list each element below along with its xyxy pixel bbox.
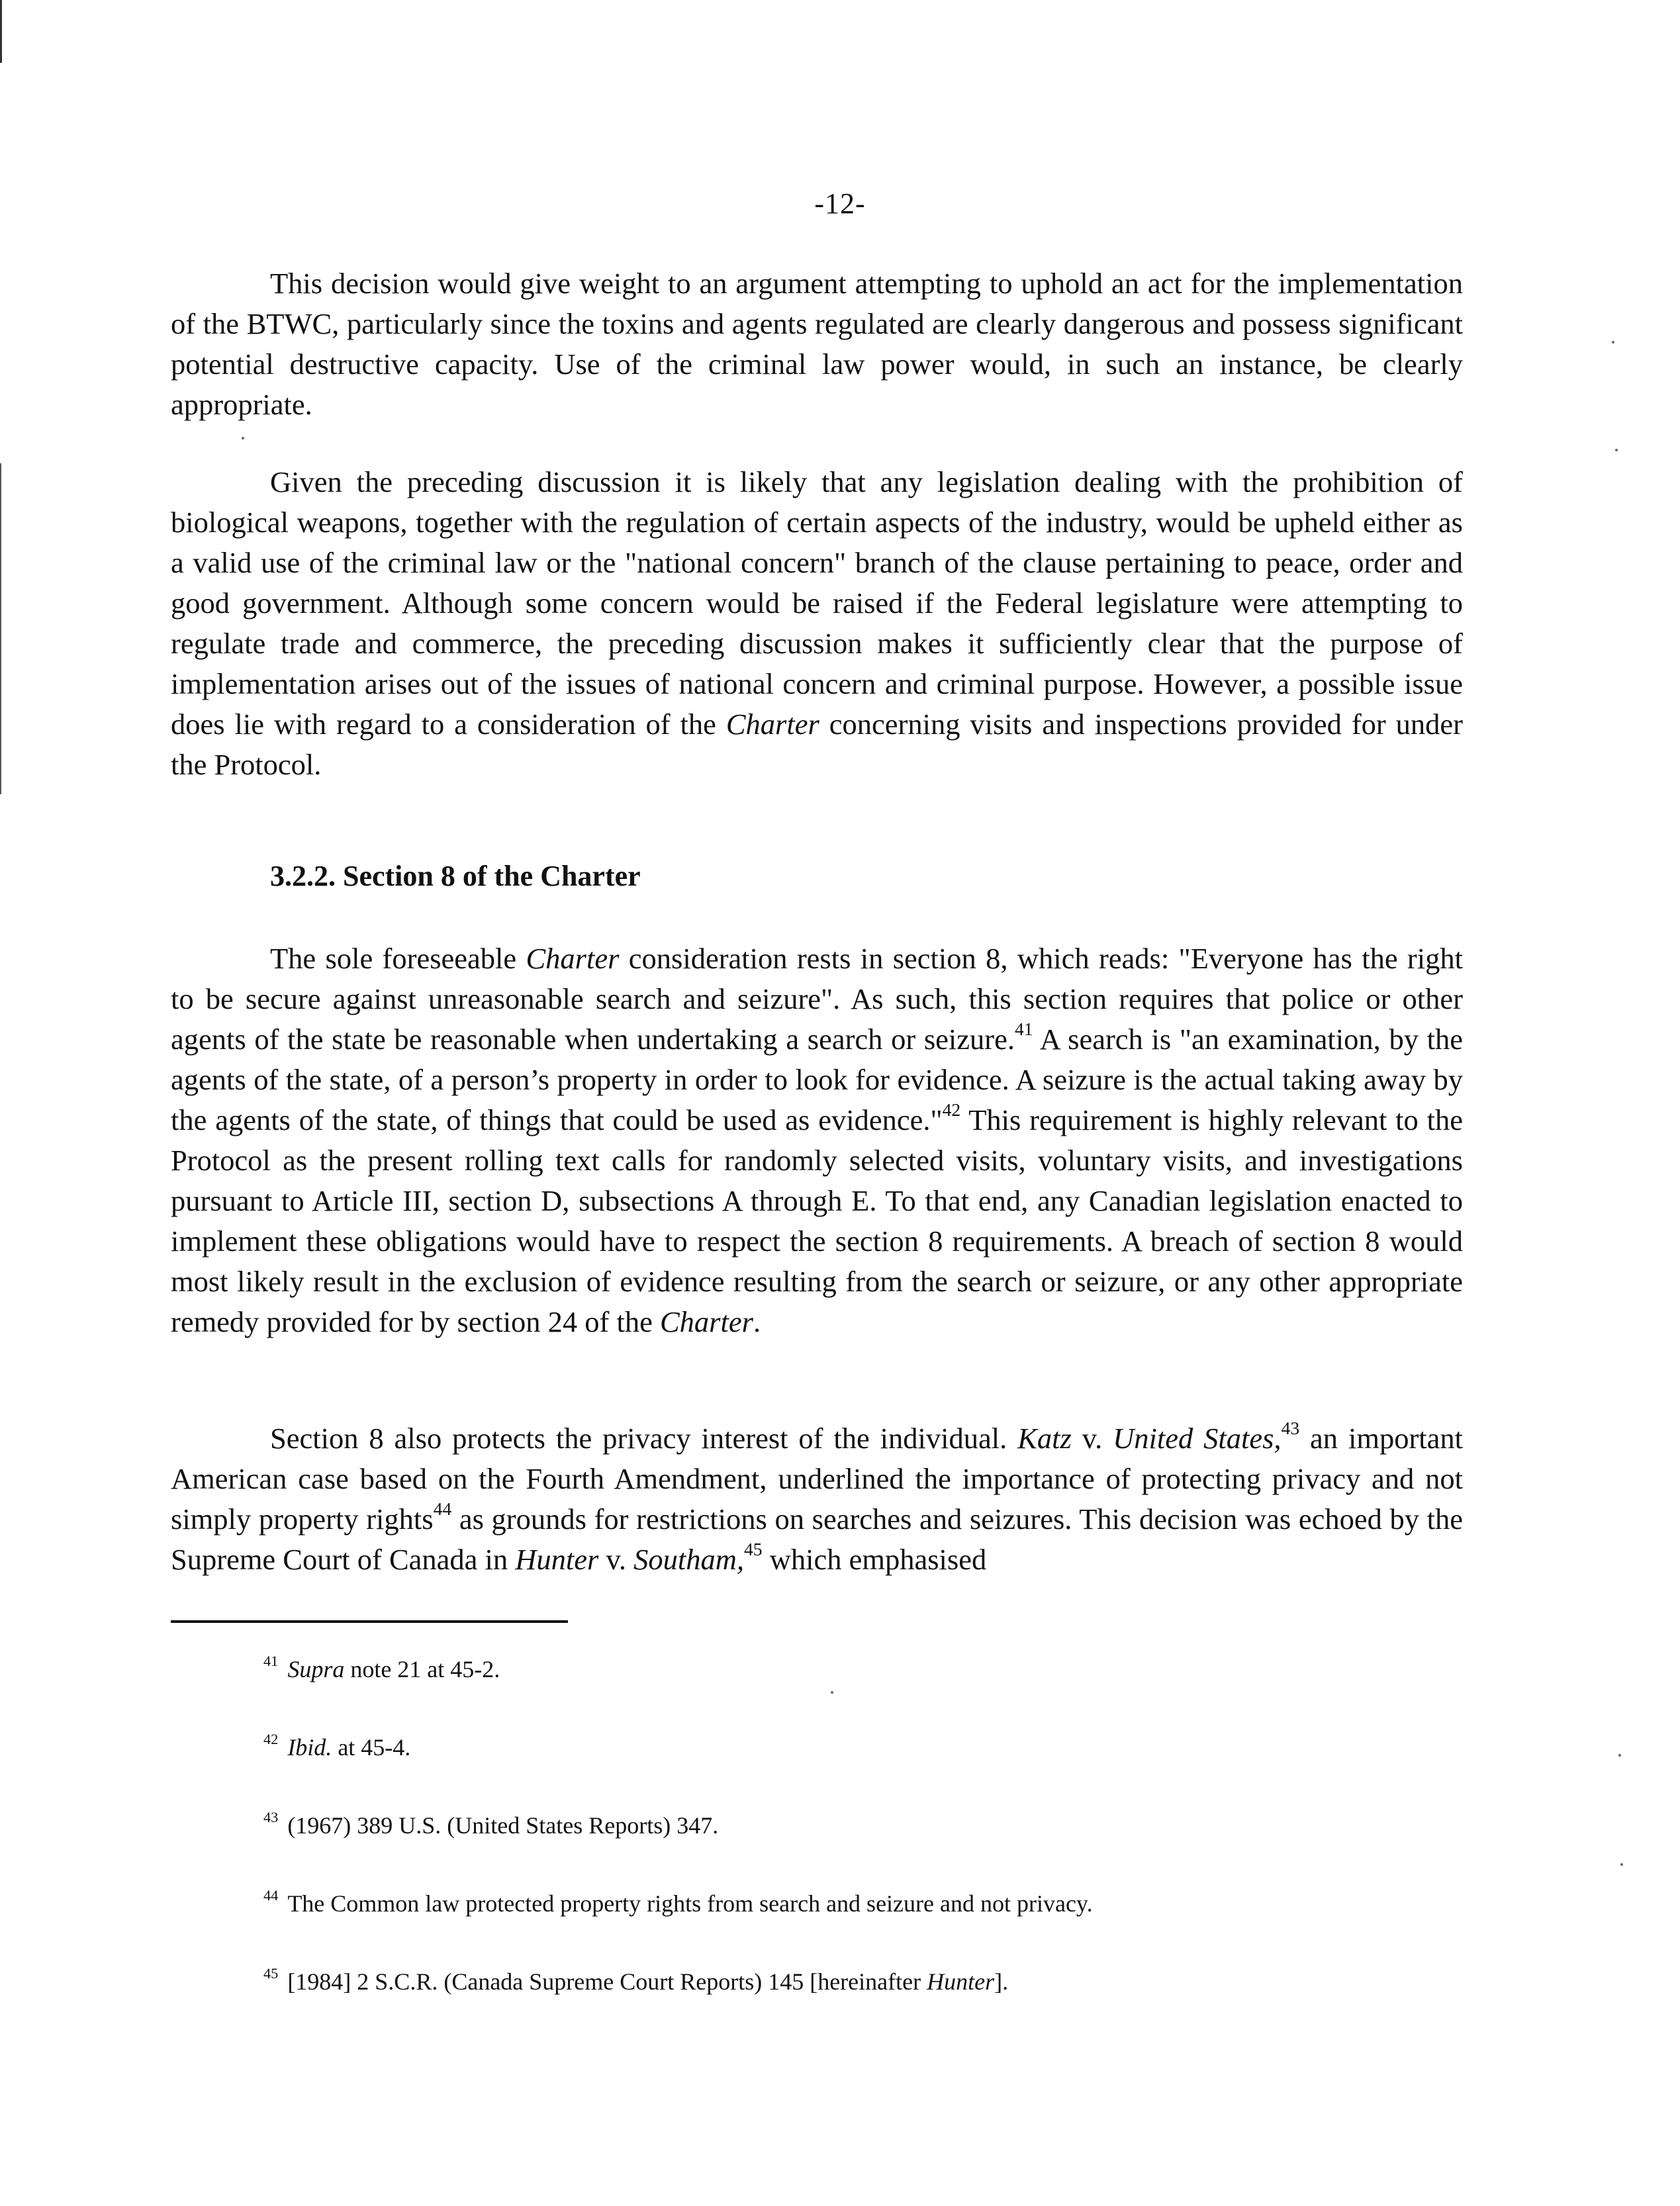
scan-speck — [1618, 1754, 1621, 1757]
footnote-ref-41: 41 — [1014, 1018, 1033, 1039]
paragraph-4 — [171, 1418, 1463, 1580]
paragraph-1-text: This decision would give weight to an argument attempting to uphold an act for the implementation of the BTWC, particularly since the toxins and agents regulated are clearly dangerous and possess significant potential destructive capacity. Use of the criminal law power would, in such an instance, be clearly appropriate. — [171, 267, 1463, 421]
footnote-45: $^{45}$ [1984] 2 S.C.R. (Canada Supreme Court Reports) 145 [hereinafter Hunter]. — [263, 1964, 1009, 1995]
section-heading: 3.2.2. Section 8 of the Charter — [270, 860, 641, 892]
footnote-43: $^{43}$ (1967) 389 U.S. (United States Reports) 347. — [263, 1808, 719, 1839]
scan-speck — [242, 437, 244, 439]
footnote-ref-45: 45 — [744, 1538, 763, 1559]
paragraph-3 — [171, 939, 1463, 1342]
paragraph-3-text-d: This requirement is highly relevant to the Protocol as the present rolling text calls for randomly selected visits, voluntary visits, and investigations pursuant to Article III, section D, subsections A through E. To that end, any Canadian legislation enacted to implement these obligations would have to respect the section 8 requirements. A breach of section 8 would most likely result in the exclusion of evidence resulting from the search or seizure, or any other appropriate remedy provided for by section 24 of the — [171, 1103, 1463, 1338]
footnote-text: note 21 at 45-2. — [344, 1656, 500, 1682]
paragraph-2 — [171, 462, 1463, 785]
footnote-text: (1967) 389 U.S. (United States Reports) 347. — [287, 1812, 719, 1839]
charter-italic: Charter — [660, 1305, 753, 1338]
paragraph-3-text-b: consideration rests in section 8, which reads: "Everyone has the right to be secure against unreasonable search and seizure". As such, this section requires that police or other agents of the state be reasonable when undertaking a search or seizure. — [171, 942, 1463, 1056]
footnote-italic: Supra — [287, 1656, 345, 1682]
case-name-hunter: Hunter — [515, 1543, 599, 1576]
scan-edge-mark-lower — [0, 463, 1, 794]
scan-speck — [1615, 449, 1618, 451]
scan-speck — [1612, 341, 1614, 344]
footnote-ref-43: 43 — [1281, 1417, 1300, 1438]
paragraph-4-text-f: which emphasised — [762, 1543, 987, 1576]
paragraph-4-text-c: an important American case based on the Fourth Amendment, underlined the importance of protecting privacy and not simply property rights — [171, 1422, 1463, 1536]
footnote-text: at 45-4. — [332, 1734, 411, 1761]
paragraph-1 — [171, 263, 1463, 425]
case-name-southam: Southam, — [633, 1543, 744, 1576]
footnote-ref-42: 42 — [942, 1099, 961, 1120]
footnote-44: $^{44}$ The Common law protected property rights from search and seizure and not privacy. — [263, 1886, 1093, 1917]
paragraph-4-text-d: as grounds for restrictions on searches and seizures. This decision was echoed by the Supreme Court of Canada in — [171, 1502, 1463, 1576]
paragraph-2-text-b: concerning visits and inspections provided for under the Protocol. — [171, 708, 1463, 781]
scan-edge-mark — [0, 0, 2, 63]
paragraph-3-text-c: A search is "an examination, by the agents of the state, of a person’s property in order to look for evidence. A seizure is the actual taking away by the agents of the state, of things that could be used as evidence." — [171, 1023, 1463, 1136]
scan-speck — [831, 1691, 833, 1694]
paragraph-4-text-e: v. — [598, 1543, 634, 1576]
charter-italic: Charter — [526, 942, 620, 975]
scan-speck — [1620, 1863, 1623, 1866]
footnote-42: $^{42}$ Ibid. at 45-4. — [263, 1730, 411, 1761]
paragraph-4-text-a: Section 8 also protects the privacy interest of the individual. — [270, 1422, 1018, 1455]
charter-italic: Charter — [725, 708, 819, 741]
footnote-italic: Ibid. — [287, 1734, 332, 1761]
footnote-text: The Common law protected property rights from search and seizure and not privacy. — [287, 1890, 1093, 1917]
footnote-italic: Hunter — [927, 1968, 995, 1995]
paragraph-4-text-b: v. — [1071, 1422, 1113, 1455]
paragraph-3-text-e: . — [753, 1305, 761, 1338]
case-name-united-states: United States, — [1113, 1422, 1282, 1455]
footnote-separator — [171, 1620, 568, 1623]
footnote-text: [1984] 2 S.C.R. (Canada Supreme Court Reports) 145 [hereinafter — [287, 1968, 927, 1995]
footnote-41: $^{41}$ Supra note 21 at 45-2. — [263, 1652, 500, 1682]
footnote-ref-44: 44 — [433, 1498, 452, 1519]
paragraph-2-text-a: Given the preceding discussion it is likely that any legislation dealing with the prohibition of biological weapons, together with the regulation of certain aspects of the industry, would be upheld either as a valid use of the criminal law or the "national concern" branch of the clause pertaining to peace, order and good government. Although some concern would be raised if the Federal legislature were attempting to regulate trade and commerce, the preceding discussion makes it sufficiently clear that the purpose of implementation arises out of the issues of national concern and criminal purpose. However, a possible issue does lie with regard to a consideration of the — [171, 465, 1463, 741]
case-name-katz: Katz — [1017, 1422, 1072, 1455]
footnote-text-end: ]. — [994, 1968, 1009, 1995]
paragraph-3-text-a: The sole foreseeable — [270, 942, 526, 975]
page-number: -12- — [814, 187, 866, 220]
